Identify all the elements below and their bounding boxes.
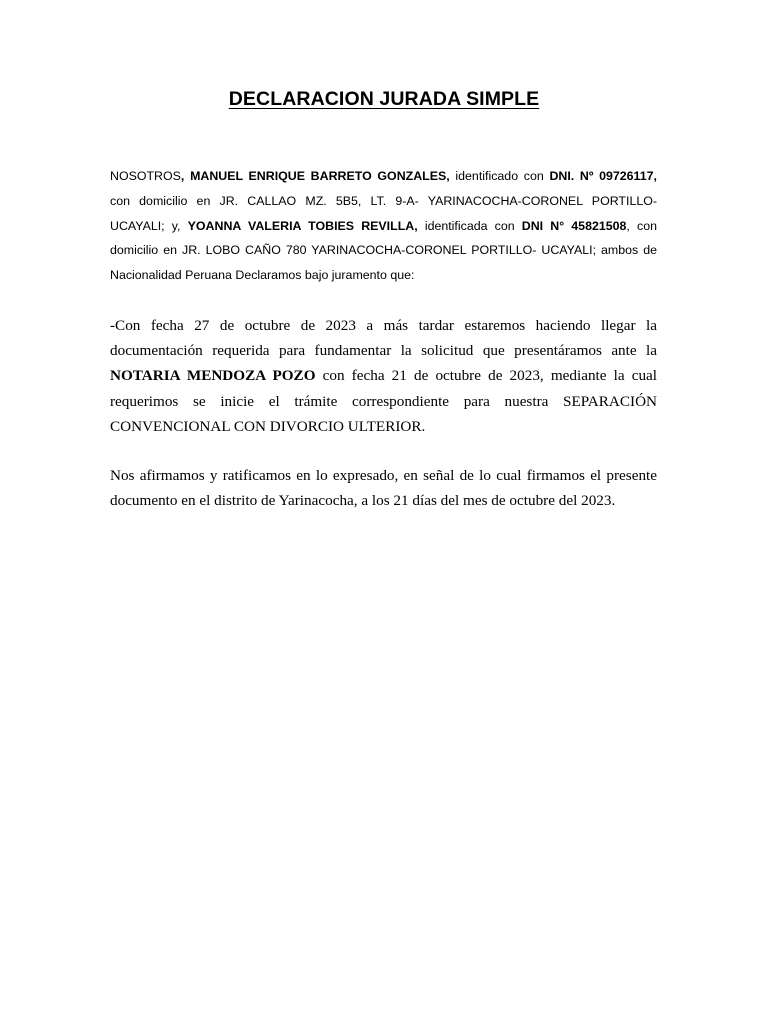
ratification-paragraph — [110, 463, 657, 513]
paragraph-text: identificada con — [417, 218, 522, 233]
paragraph-text: -Con fecha 27 de octubre de 2023 a más tardar estaremos haciendo llegar la documentación requerida para fundamentar la solicitud que presentáramos ante la — [110, 317, 657, 360]
intro-text: NOSOTROS — [110, 169, 181, 183]
declarant-2-name: YOANNA VALERIA TOBIES REVILLA, — [187, 218, 418, 233]
declarant-2-dni: DNI N° 45821508 — [521, 218, 627, 233]
intro-separator: , — [180, 169, 191, 183]
notary-name: NOTARIA MENDOZA POZO — [110, 367, 316, 385]
paragraph-text: con fecha 21 de octubre de 2023, mediante la cual requerimos se inicie el trámite correspondiente para nuestra SEPARACIÓN CONVENCIONAL CON DIVORCIO ULTERIOR. — [110, 367, 658, 435]
declarant-1-dni: DNI. Nº 09726117, — [549, 169, 657, 183]
paragraph-text: con domicilio en JR. CALLAO MZ. 5B5, LT. 9-A- YARINACOCHA-CORONEL PORTILLO- UCAYALI; y, — [110, 193, 657, 233]
paragraph-text: , con domicilio en JR. LOBO CAÑO 780 YARINACOCHA-CORONEL PORTILLO- UCAYALI; ambos de Nacionalidad Peruana Declaramos bajo juramento que: — [110, 218, 657, 283]
declarants-paragraph — [110, 164, 657, 288]
document-title: DECLARACION JURADA SIMPLE — [228, 88, 540, 110]
paragraph-text: Nos afirmamos y ratificamos en lo expresado, en señal de lo cual firmamos el presente documento en el distrito de Yarinacocha, a los 21 días del mes de octubre del 2023. — [110, 467, 657, 510]
declarant-1-name: MANUEL ENRIQUE BARRETO GONZALES, — [190, 169, 450, 183]
paragraph-text: identificado con — [449, 169, 550, 183]
commitment-paragraph — [110, 313, 657, 439]
